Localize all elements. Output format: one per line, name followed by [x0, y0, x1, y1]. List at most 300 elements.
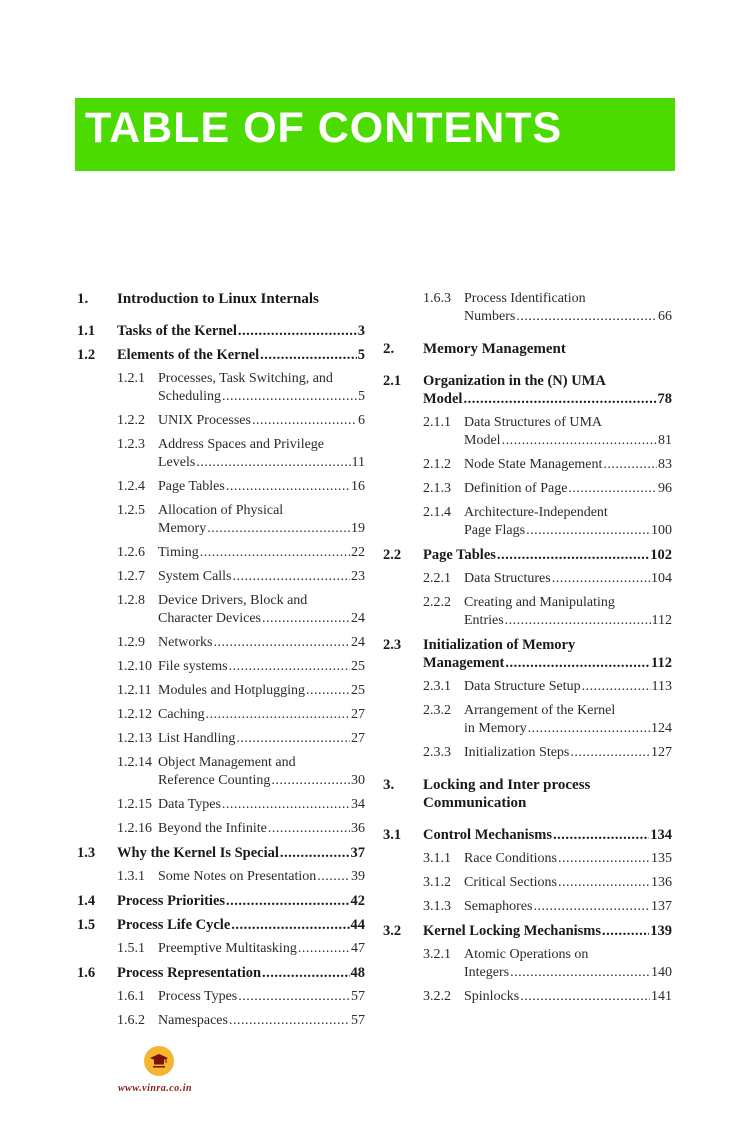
- entry-title-line: Initialization of Memory: [423, 637, 576, 653]
- entry-title: [423, 636, 672, 672]
- entry-title: [464, 290, 672, 326]
- page-number: 57: [351, 989, 365, 1004]
- entry-title-line: Character Devices: [158, 611, 261, 626]
- entry-title: [423, 546, 672, 564]
- entry-title: [158, 412, 365, 430]
- page-number: 139: [650, 923, 672, 939]
- toc-entry-sub[interactable]: [77, 568, 365, 586]
- entry-number: 3.2.1: [423, 947, 451, 962]
- entry-number: 2.1.3: [423, 481, 451, 496]
- toc-entry-sub[interactable]: [77, 412, 365, 430]
- toc-entry-sub[interactable]: [383, 594, 672, 630]
- dot-leader: [558, 874, 650, 892]
- page-number: 127: [651, 745, 672, 760]
- dot-leader: [262, 610, 350, 628]
- page-title: TABLE OF CONTENTS: [85, 104, 563, 152]
- page-number: 22: [351, 545, 365, 560]
- toc-entry-section[interactable]: [77, 916, 365, 934]
- entry-number: 3.2.2: [423, 989, 451, 1004]
- toc-entry-sub[interactable]: [77, 544, 365, 562]
- entry-number: 1.5: [77, 917, 96, 933]
- entry-title-line: UNIX Processes: [158, 413, 251, 428]
- toc-entry-sub[interactable]: [77, 634, 365, 652]
- dot-leader: [233, 568, 350, 586]
- toc-entry-sub[interactable]: [383, 456, 672, 474]
- toc-entry-sub[interactable]: [383, 702, 672, 738]
- dot-leader: [526, 522, 650, 540]
- dot-leader: [582, 678, 651, 696]
- entry-title-line: Scheduling: [158, 389, 221, 404]
- entry-number: 2.1.2: [423, 457, 451, 472]
- toc-entry-sub[interactable]: [77, 436, 365, 472]
- toc-entry-chapter[interactable]: [383, 776, 672, 812]
- entry-number: 2.3.3: [423, 745, 451, 760]
- toc-entry-section[interactable]: [77, 844, 365, 862]
- entry-title: [117, 290, 365, 308]
- entry-title: [464, 850, 672, 868]
- toc-entry-section[interactable]: [383, 546, 672, 564]
- entry-title: [158, 730, 365, 748]
- dot-leader: [229, 1012, 350, 1030]
- entry-number: 1.2.7: [117, 569, 145, 584]
- entry-title: [117, 844, 365, 862]
- dot-leader: [280, 844, 350, 862]
- spacer: [383, 812, 672, 826]
- entry-number: 1.2.9: [117, 635, 145, 650]
- entry-title: [464, 570, 672, 588]
- entry-title-line: Node State Management: [464, 457, 603, 472]
- toc-entry-sub[interactable]: [383, 874, 672, 892]
- entry-title: [158, 478, 365, 496]
- page-number: 47: [351, 941, 365, 956]
- entry-title: [423, 776, 672, 812]
- page-number: 19: [351, 521, 365, 536]
- page-number: 6: [358, 413, 365, 428]
- dot-leader: [510, 964, 650, 982]
- entry-number: 1.6: [77, 965, 96, 981]
- entry-title: [117, 346, 365, 364]
- toc-entry-sub[interactable]: [77, 796, 365, 814]
- toc-entry-sub[interactable]: [383, 678, 672, 696]
- page-number: 124: [651, 721, 672, 736]
- entry-title: [158, 754, 365, 790]
- entry-number: 1.6.2: [117, 1013, 145, 1028]
- toc-entry-sub[interactable]: [383, 570, 672, 588]
- toc-entry-section[interactable]: [77, 964, 365, 982]
- entry-title: [117, 916, 365, 934]
- toc-column-left: [77, 290, 365, 1030]
- entry-number: 2.3: [383, 637, 402, 653]
- entry-number: 2.3.1: [423, 679, 451, 694]
- page-number: 100: [651, 523, 672, 538]
- toc-entry-sub[interactable]: [77, 988, 365, 1006]
- dot-leader: [497, 546, 649, 564]
- dot-leader: [528, 720, 650, 738]
- toc-entry-sub[interactable]: [77, 868, 365, 886]
- dot-leader: [262, 964, 349, 982]
- dot-leader: [200, 544, 350, 562]
- entry-title: [464, 744, 672, 762]
- entry-number: 2.1.4: [423, 505, 451, 520]
- publisher-url[interactable]: www.vinra.co.in: [118, 1083, 193, 1094]
- entry-title-line: Organization in the (N) UMA: [423, 373, 606, 389]
- toc-entry-section[interactable]: [383, 826, 672, 844]
- toc-entry-sub[interactable]: [383, 850, 672, 868]
- entry-title: [158, 868, 365, 886]
- entry-title: [464, 874, 672, 892]
- page-number: 48: [350, 965, 365, 981]
- entry-title-line: Device Drivers, Block and: [158, 593, 308, 608]
- entry-title: [158, 682, 365, 700]
- toc-entry-sub[interactable]: [383, 744, 672, 762]
- entry-title-line: List Handling: [158, 731, 236, 746]
- entry-title-line: Reference Counting: [158, 773, 271, 788]
- entry-number: 1.3.1: [117, 869, 145, 884]
- graduation-cap-icon: [149, 1051, 169, 1071]
- toc-entry-sub[interactable]: [77, 592, 365, 628]
- page-number: 24: [351, 611, 365, 626]
- dot-leader: [552, 570, 650, 588]
- entry-title-line: Preemptive Multitasking: [158, 941, 297, 956]
- dot-leader: [231, 916, 349, 934]
- entry-title: [464, 988, 672, 1006]
- entry-title: [158, 706, 365, 724]
- entry-title-line: Tasks of the Kernel: [117, 323, 237, 339]
- entry-number: 2.: [383, 341, 395, 357]
- entry-title: [158, 820, 365, 838]
- toc-entry-chapter[interactable]: [383, 340, 672, 358]
- entry-title-line: Process Priorities: [117, 893, 226, 909]
- entry-title-line: Caching: [158, 707, 205, 722]
- entry-title-line: Spinlocks: [464, 989, 520, 1004]
- entry-number: 3.1.1: [423, 851, 451, 866]
- entry-title: [464, 702, 672, 738]
- page-number: 27: [351, 707, 365, 722]
- toc-title-banner: [75, 98, 675, 171]
- entry-title-line: Processes, Task Switching, and: [158, 371, 333, 386]
- entry-number: 3.1.2: [423, 875, 451, 890]
- entry-title-line: Process Types: [158, 989, 238, 1004]
- page-number: 112: [651, 613, 672, 628]
- entry-title: [158, 544, 365, 562]
- entry-title-line: Data Types: [158, 797, 221, 812]
- entry-title-line: Data Structures of UMA: [464, 415, 603, 430]
- entry-number: 2.2: [383, 547, 402, 563]
- entry-title: [117, 322, 365, 340]
- entry-title-line: Creating and Manipulating: [464, 595, 615, 610]
- toc-entry-sub[interactable]: [77, 370, 365, 406]
- page-number: 25: [351, 659, 365, 674]
- dot-leader: [238, 322, 357, 340]
- entry-title-line: Kernel Locking Mechanisms: [423, 923, 602, 939]
- entry-title-line: Introduction to Linux Internals: [117, 291, 319, 307]
- page-number: 113: [651, 679, 672, 694]
- dot-leader: [502, 432, 657, 450]
- page-number: 3: [357, 323, 365, 339]
- entry-title-line: Modules and Hotplugging: [158, 683, 305, 698]
- entry-title: [464, 678, 672, 696]
- entry-title: [423, 826, 672, 844]
- entry-title: [423, 372, 672, 408]
- dot-leader: [271, 772, 350, 790]
- dot-leader: [196, 454, 350, 472]
- entry-title: [464, 594, 672, 630]
- toc-entry-section[interactable]: [77, 892, 365, 910]
- dot-leader: [236, 730, 350, 748]
- entry-title: [158, 940, 365, 958]
- dot-leader: [516, 308, 657, 326]
- entry-number: 1.2: [77, 347, 96, 363]
- entry-number: 1.2.15: [117, 797, 152, 812]
- toc-entry-sub[interactable]: [383, 988, 672, 1006]
- page-number: 24: [351, 635, 365, 650]
- page-number: 36: [351, 821, 365, 836]
- entry-number: 2.2.2: [423, 595, 451, 610]
- entry-number: 1.: [77, 291, 89, 307]
- toc-entry-section[interactable]: [383, 636, 672, 672]
- toc-entry-sub[interactable]: [77, 658, 365, 676]
- dot-leader: [533, 898, 650, 916]
- entry-title: [158, 436, 365, 472]
- page-number: 16: [351, 479, 365, 494]
- entry-number: 2.1.1: [423, 415, 451, 430]
- page-number: 5: [358, 389, 365, 404]
- dot-leader: [306, 682, 350, 700]
- entry-number: 1.3: [77, 845, 96, 861]
- entry-number: 1.2.3: [117, 437, 145, 452]
- dot-leader: [298, 940, 350, 958]
- entry-title-line: System Calls: [158, 569, 232, 584]
- entry-title-line: Critical Sections: [464, 875, 557, 890]
- dot-leader: [602, 922, 649, 940]
- entry-title-line: in Memory: [464, 721, 527, 736]
- entry-title-line: Model: [464, 433, 501, 448]
- entry-number: 1.2.16: [117, 821, 152, 836]
- dot-leader: [226, 892, 349, 910]
- page-number: 11: [351, 455, 365, 470]
- entry-number: 1.2.14: [117, 755, 152, 770]
- entry-title: [158, 568, 365, 586]
- entry-title: [464, 480, 672, 498]
- entry-number: 3.: [383, 777, 395, 793]
- entry-number: 1.1: [77, 323, 96, 339]
- entry-number: 3.1: [383, 827, 402, 843]
- entry-number: 1.2.11: [117, 683, 152, 698]
- entry-title-line: Page Tables: [158, 479, 225, 494]
- toc-entry-sub[interactable]: [77, 682, 365, 700]
- toc-entry-section[interactable]: [77, 322, 365, 340]
- entry-title-line: Allocation of Physical: [158, 503, 284, 518]
- entry-title-line: File systems: [158, 659, 228, 674]
- dot-leader: [238, 988, 350, 1006]
- entry-number: 1.2.4: [117, 479, 145, 494]
- toc-entry-sub[interactable]: [77, 502, 365, 538]
- dot-leader: [558, 850, 650, 868]
- toc-entry-section[interactable]: [383, 922, 672, 940]
- toc-entry-section[interactable]: [77, 346, 365, 364]
- dot-leader: [213, 634, 350, 652]
- entry-number: 3.2: [383, 923, 402, 939]
- page-number: 83: [658, 457, 672, 472]
- entry-number: 1.2.2: [117, 413, 145, 428]
- entry-title: [158, 592, 365, 628]
- entry-title: [158, 634, 365, 652]
- entry-title: [423, 922, 672, 940]
- page-number: 42: [350, 893, 365, 909]
- spacer: [383, 326, 672, 340]
- toc-entry-sub[interactable]: [77, 478, 365, 496]
- entry-title-line: Memory Management: [423, 341, 566, 357]
- entry-number: 1.5.1: [117, 941, 145, 956]
- entry-number: 1.6.3: [423, 291, 451, 306]
- entry-title-line: Locking and Inter process: [423, 777, 591, 793]
- page-number: 78: [657, 391, 672, 407]
- entry-title-line: Levels: [158, 455, 196, 470]
- entry-title-line: Arrangement of the Kernel: [464, 703, 616, 718]
- entry-title-line: Why the Kernel Is Special: [117, 845, 279, 861]
- entry-title: [158, 1012, 365, 1030]
- page-number: 23: [351, 569, 365, 584]
- toc-entry-sub[interactable]: [77, 706, 365, 724]
- entry-title-line: Data Structure Setup: [464, 679, 581, 694]
- toc-entry-sub[interactable]: [77, 730, 365, 748]
- entry-title-line: Semaphores: [464, 899, 533, 914]
- spacer: [383, 358, 672, 372]
- entry-number: 3.1.3: [423, 899, 451, 914]
- entry-title-line: Timing: [158, 545, 199, 560]
- entry-title: [158, 658, 365, 676]
- page-number: 137: [651, 899, 672, 914]
- toc-entry-sub[interactable]: [383, 480, 672, 498]
- dot-leader: [603, 456, 657, 474]
- dot-leader: [505, 612, 651, 630]
- entry-title-line: Process Identification: [464, 291, 586, 306]
- entry-title-line: Address Spaces and Privilege: [158, 437, 325, 452]
- dot-leader: [463, 390, 656, 408]
- entry-title-line: Communication: [423, 795, 527, 811]
- page-number: 135: [651, 851, 672, 866]
- dot-leader: [268, 820, 350, 838]
- dot-leader: [222, 388, 357, 406]
- entry-number: 1.2.12: [117, 707, 152, 722]
- toc-entry-sub[interactable]: [383, 414, 672, 450]
- entry-title-line: Networks: [158, 635, 213, 650]
- entry-title: [158, 370, 365, 406]
- dot-leader: [222, 796, 350, 814]
- entry-title: [464, 456, 672, 474]
- entry-title: [464, 898, 672, 916]
- entry-title-line: Object Management and: [158, 755, 296, 770]
- entry-number: 1.2.1: [117, 371, 145, 386]
- page-number: 34: [351, 797, 365, 812]
- entry-title-line: Definition of Page: [464, 481, 568, 496]
- entry-title-line: Memory: [158, 521, 207, 536]
- toc-column-right: [383, 290, 672, 1006]
- publisher-logo: [144, 1046, 174, 1076]
- page-number: 25: [351, 683, 365, 698]
- page-number: 5: [357, 347, 365, 363]
- page-number: 140: [651, 965, 672, 980]
- entry-title-line: Management: [423, 655, 505, 671]
- entry-title-line: Process Representation: [117, 965, 262, 981]
- page-number: 37: [350, 845, 365, 861]
- dot-leader: [317, 868, 350, 886]
- entry-title-line: Entries: [464, 613, 504, 628]
- page-number: 102: [650, 547, 672, 563]
- entry-title-line: Atomic Operations on: [464, 947, 589, 962]
- toc-entry-sub[interactable]: [77, 940, 365, 958]
- toc-entry-sub[interactable]: [383, 290, 672, 326]
- entry-title: [117, 892, 365, 910]
- page-number: 104: [651, 571, 672, 586]
- entry-number: 2.3.2: [423, 703, 451, 718]
- entry-number: 1.2.5: [117, 503, 145, 518]
- entry-number: 1.6.1: [117, 989, 145, 1004]
- entry-number: 2.1: [383, 373, 402, 389]
- spacer: [383, 762, 672, 776]
- entry-title-line: Initialization Steps: [464, 745, 570, 760]
- page-number: 44: [350, 917, 365, 933]
- entry-title-line: Page Flags: [464, 523, 526, 538]
- toc-entry-sub[interactable]: [383, 504, 672, 540]
- entry-title-line: Numbers: [464, 309, 516, 324]
- toc-entry-sub[interactable]: [77, 820, 365, 838]
- entry-number: 2.2.1: [423, 571, 451, 586]
- page-number: 96: [658, 481, 672, 496]
- entry-title: [158, 502, 365, 538]
- entry-title: [158, 796, 365, 814]
- toc-entry-sub[interactable]: [383, 898, 672, 916]
- dot-leader: [260, 346, 357, 364]
- page-number: 30: [351, 773, 365, 788]
- entry-title-line: Elements of the Kernel: [117, 347, 260, 363]
- toc-entry-chapter[interactable]: [77, 290, 365, 308]
- page-number: 27: [351, 731, 365, 746]
- toc-entry-sub[interactable]: [77, 1012, 365, 1030]
- dot-leader: [226, 478, 350, 496]
- dot-leader: [207, 520, 350, 538]
- dot-leader: [206, 706, 350, 724]
- dot-leader: [570, 744, 650, 762]
- page-number: 57: [351, 1013, 365, 1028]
- entry-number: 1.2.8: [117, 593, 145, 608]
- toc-entry-section[interactable]: [383, 372, 672, 408]
- entry-title-line: Namespaces: [158, 1013, 228, 1028]
- entry-title-line: Data Structures: [464, 571, 551, 586]
- entry-number: 1.2.10: [117, 659, 152, 674]
- spacer: [77, 308, 365, 322]
- entry-title-line: Some Notes on Presentation: [158, 869, 317, 884]
- entry-title: [423, 340, 672, 358]
- entry-title-line: Process Life Cycle: [117, 917, 231, 933]
- page-number: 141: [651, 989, 672, 1004]
- toc-entry-sub[interactable]: [77, 754, 365, 790]
- entry-title-line: Architecture-Independent: [464, 505, 608, 520]
- entry-title: [117, 964, 365, 982]
- page-number: 112: [651, 655, 672, 671]
- entry-title: [464, 414, 672, 450]
- entry-title: [464, 946, 672, 982]
- dot-leader: [568, 480, 657, 498]
- dot-leader: [229, 658, 350, 676]
- dot-leader: [553, 826, 649, 844]
- toc-entry-sub[interactable]: [383, 946, 672, 982]
- entry-title-line: Page Tables: [423, 547, 496, 563]
- page-number: 66: [658, 309, 672, 324]
- entry-title: [464, 504, 672, 540]
- entry-number: 1.2.13: [117, 731, 152, 746]
- entry-number: 1.2.6: [117, 545, 145, 560]
